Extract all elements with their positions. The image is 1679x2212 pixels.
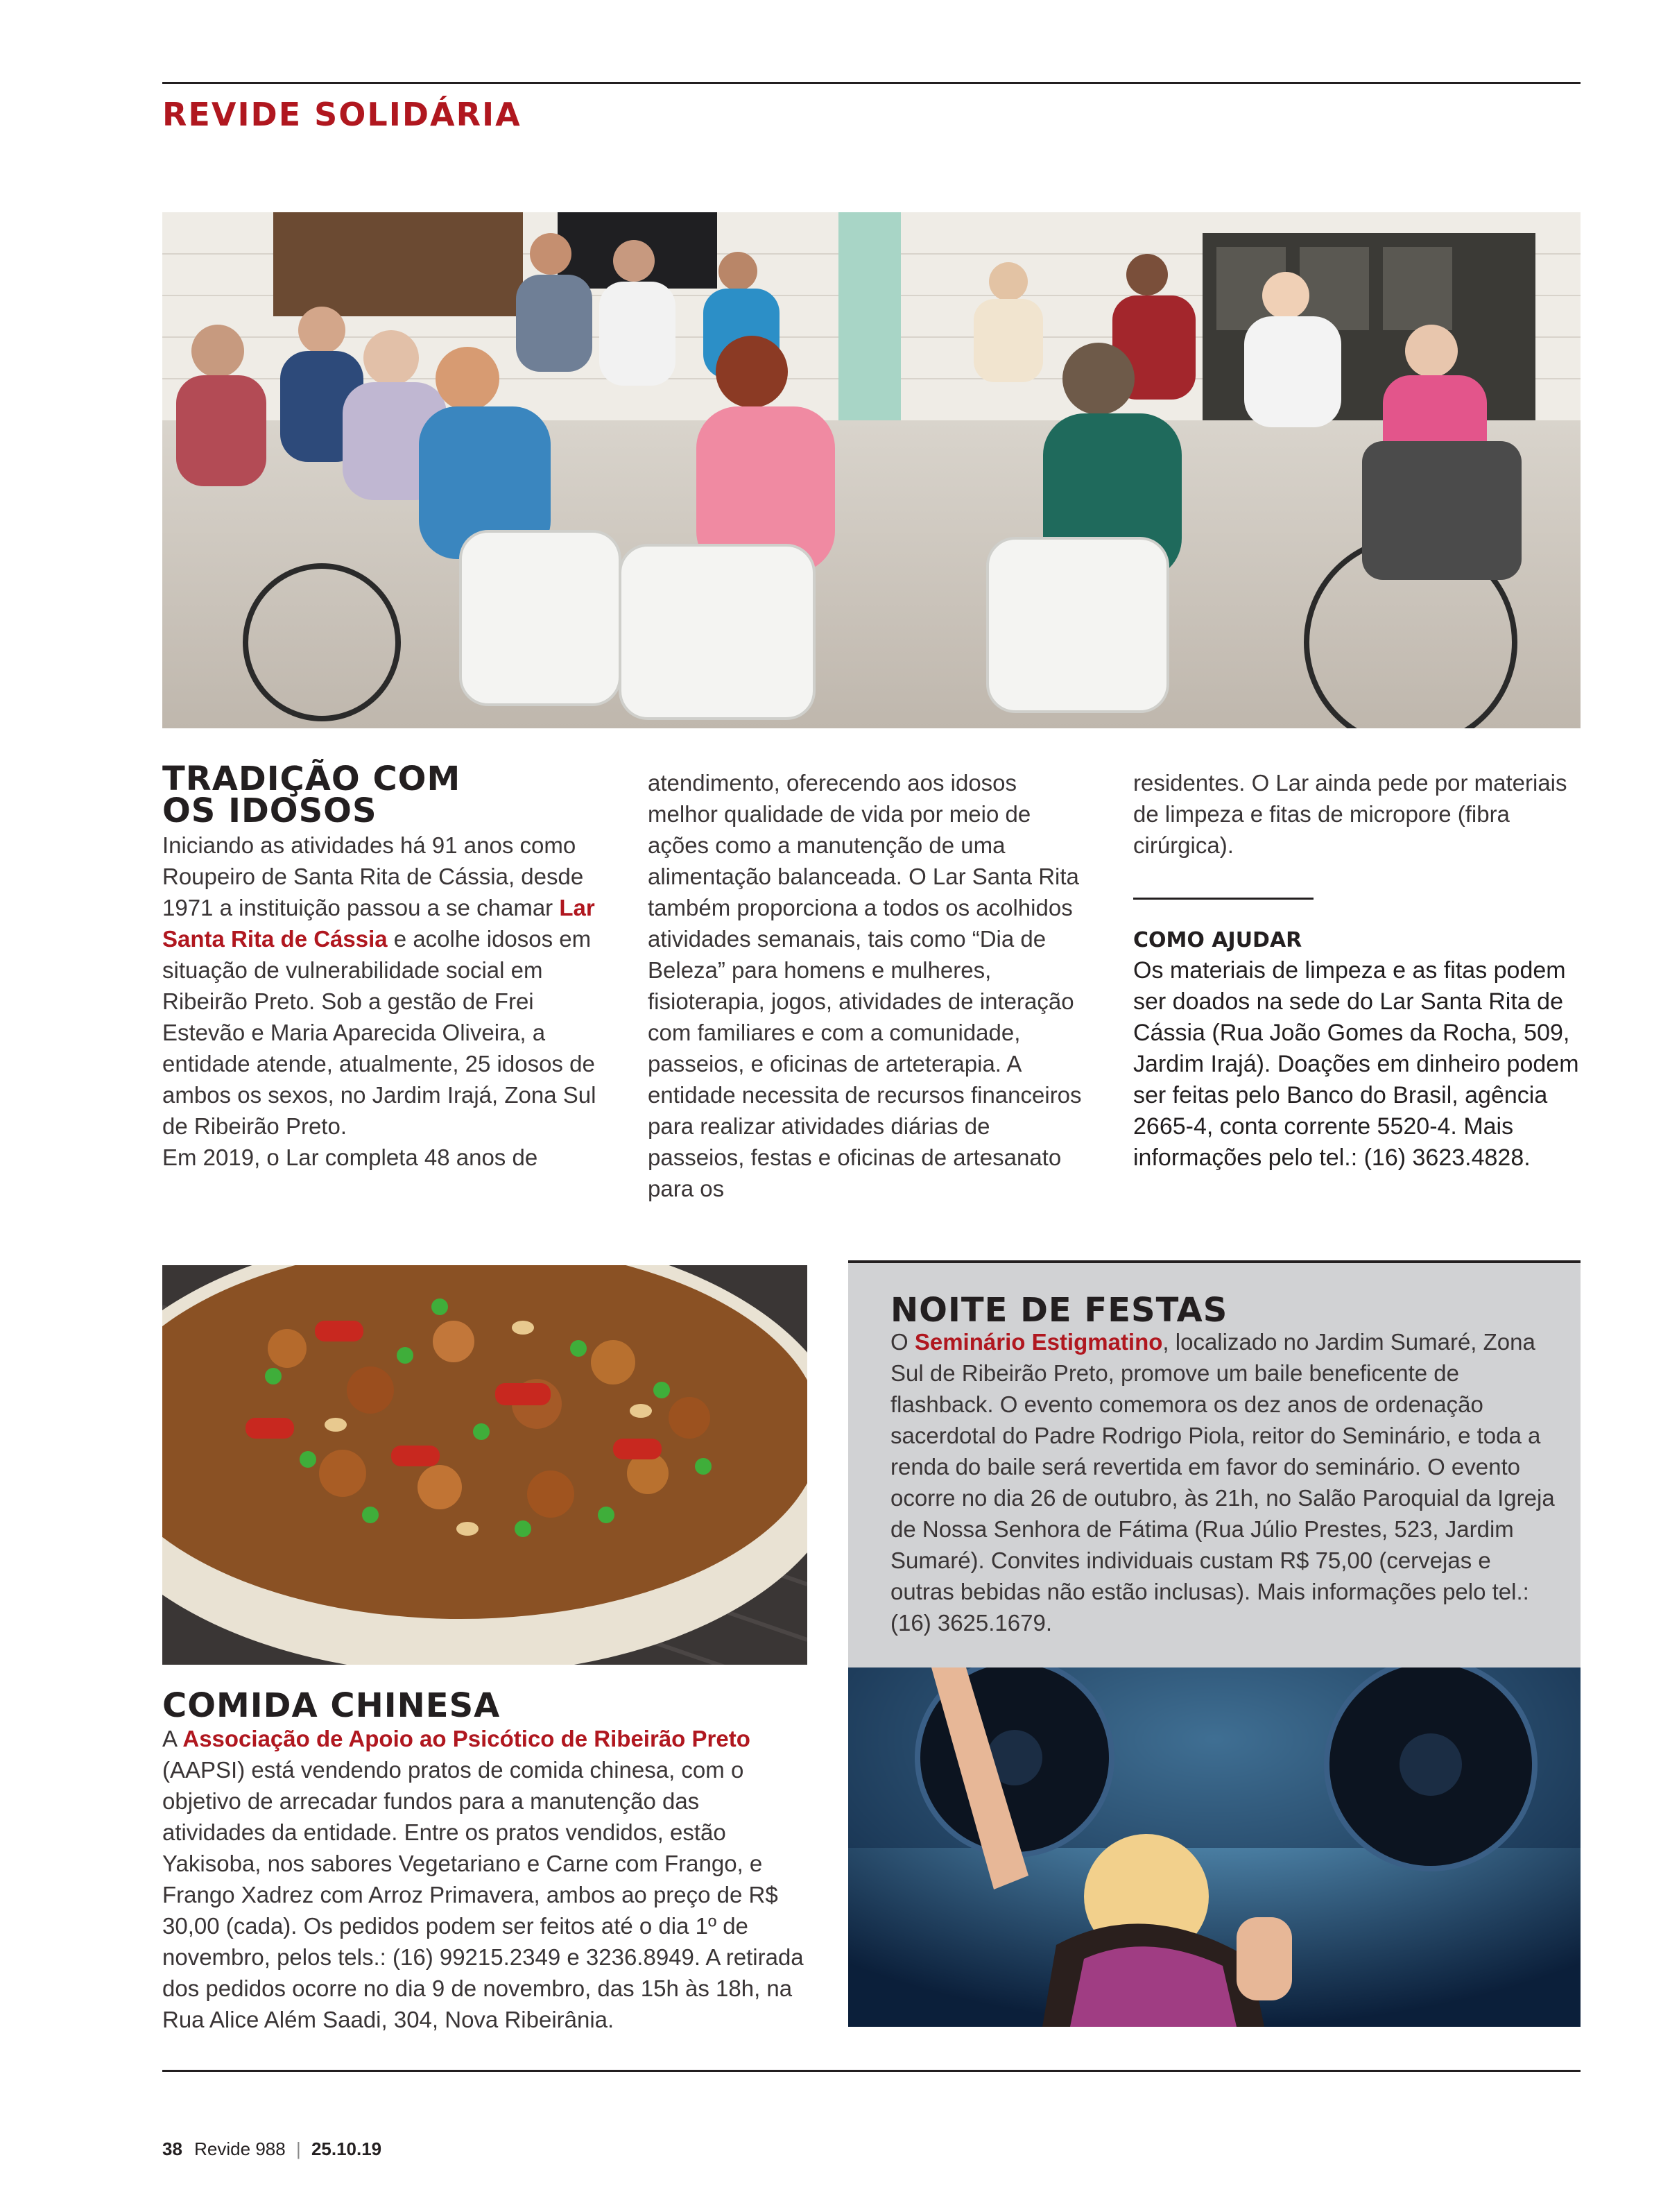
help-divider [1133, 898, 1314, 900]
article3-text-continued: , localizado no Jardim Sumaré, Zona Sul de Ribeirão Preto, promove um baile beneficente de flashback. O evento comemora os dez anos de ordenação sacerdotal do Padre Rodrigo Piola, reitor do Seminário, e toda a renda do baile será revertida em favor do seminário. O evento ocorre no dia 26 de outubro, às 21h, no Salão Paroquial da Igreja de Nossa Senhora de Fátima (Rua Júlio Prestes, 523, Jardim Sumaré). Convites individuais custam R$ 75,00 (cervejas e outras bebidas não estão inclusas). Mais informações pelo tel.: (16) 3625.1679. [890, 1329, 1555, 1636]
article1-title [162, 760, 461, 830]
org-name-aapsi: Associação de Apoio ao Psicótico de Ribeirão Preto [182, 1726, 750, 1751]
article2-title: COMIDA CHINESA [162, 1686, 501, 1725]
magazine-issue: Revide 988 [194, 2138, 286, 2159]
article1-column3 [1133, 767, 1581, 861]
photo-elderly-activity [162, 212, 1581, 728]
article1-col2-text: atendimento, oferecendo aos idosos melhor qualidade de vida por meio de ações como a manutenção de uma alimentação balanceada. O Lar Santa Rita também proporciona a todos os acolhidos atividades semanais, tais como “Dia de Beleza” para homens e mulheres, fisioterapia, jogos, atividades de interação com familiares e com a comunidade, passeios, e oficinas de arteterapia. A entidade necessita de recursos financeiros para realizar atividades diárias de passeios, festas e oficinas de artesanato para os [648, 770, 1082, 1201]
article1-p1-text-continued: e acolhe idosos em situação de vulnerabilidade social em Ribeirão Preto. Sob a gestão de Frei Estevão e Maria Aparecida Oliveira, a entidade atende, atualmente, 25 idosos de ambos os sexos, no Jardim Irajá, Zona Sul de Ribeirão Preto. [162, 926, 596, 1139]
article1-paragraph1 [162, 830, 613, 1142]
org-name-lar-santa-rita: Lar Santa Rita de Cássia [162, 895, 595, 952]
photo-dj-party [848, 1667, 1581, 2027]
bottom-rule [162, 2070, 1581, 2072]
top-rule [162, 82, 1581, 84]
page-number: 38 [162, 2138, 182, 2159]
article1-col3-text: residentes. O Lar ainda pede por materiais de limpeza e fitas de micropore (fibra cirúrgica). [1133, 770, 1567, 858]
help-box [1133, 928, 1581, 1174]
footer-separator: | [295, 2138, 301, 2159]
section-label: REVIDE SOLIDÁRIA [162, 96, 522, 133]
article3-paragraph [890, 1326, 1556, 1638]
article1-title-line2: OS IDOSOS [162, 791, 377, 830]
article2-text-continued: (AAPSI) está vendendo pratos de comida chinesa, com o objetivo de arrecadar fundos para a manutenção das atividades da entidade. Entre os pratos vendidos, estão Yakisoba, nos sabores Vegetariano e Carne com Frango, e Frango Xadrez com Arroz Primavera, ambos ao preço de R$ 30,00 (cada). Os pedidos podem ser feitos até o dia 1º de novembro, pelos tels.: (16) 99215.2349 e 3236.8949. A retirada dos pedidos ocorre no dia 9 de novembro, das 15h às 18h, na Rua Alice Além Saadi, 304, Nova Ribeirânia. [162, 1757, 804, 2032]
help-text: Os materiais de limpeza e as fitas podem ser doados na sede do Lar Santa Rita de Cássia (Rua João Gomes da Rocha, 509, Jardim Irajá). Doações em dinheiro podem ser feitas pelo Banco do Brasil, agência 2665-4, conta corrente 5520-4. Mais informações pelo tel.: (16) 3623.4828. [1133, 957, 1579, 1171]
org-name-seminario: Seminário Estigmatino [914, 1329, 1163, 1355]
footer [162, 2138, 381, 2160]
photo-chinese-food [162, 1265, 807, 1665]
article2-body [162, 1723, 807, 2035]
article2-paragraph [162, 1723, 807, 2035]
article1-column1 [162, 830, 613, 1173]
article3-title: NOITE DE FESTAS [890, 1291, 1228, 1330]
article2-text: A [162, 1726, 183, 1751]
chinese-food-illustration [162, 1265, 807, 1665]
article1-p1-text: Iniciando as atividades há 91 anos como Roupeiro de Santa Rita de Cássia, desde 1971 a instituição passou a se chamar [162, 832, 584, 920]
article1-column2 [648, 767, 1092, 1204]
article3-text: O [890, 1329, 915, 1355]
help-title: COMO AJUDAR [1133, 928, 1302, 952]
dj-party-illustration [848, 1667, 1581, 2027]
elderly-activity-illustration [162, 212, 1581, 728]
article1-paragraph2: Em 2019, o Lar completa 48 anos de [162, 1144, 538, 1170]
issue-date: 25.10.19 [311, 2138, 382, 2159]
article1-title-line1: TRADIÇÃO COM [162, 760, 461, 798]
article3-body [890, 1326, 1556, 1638]
